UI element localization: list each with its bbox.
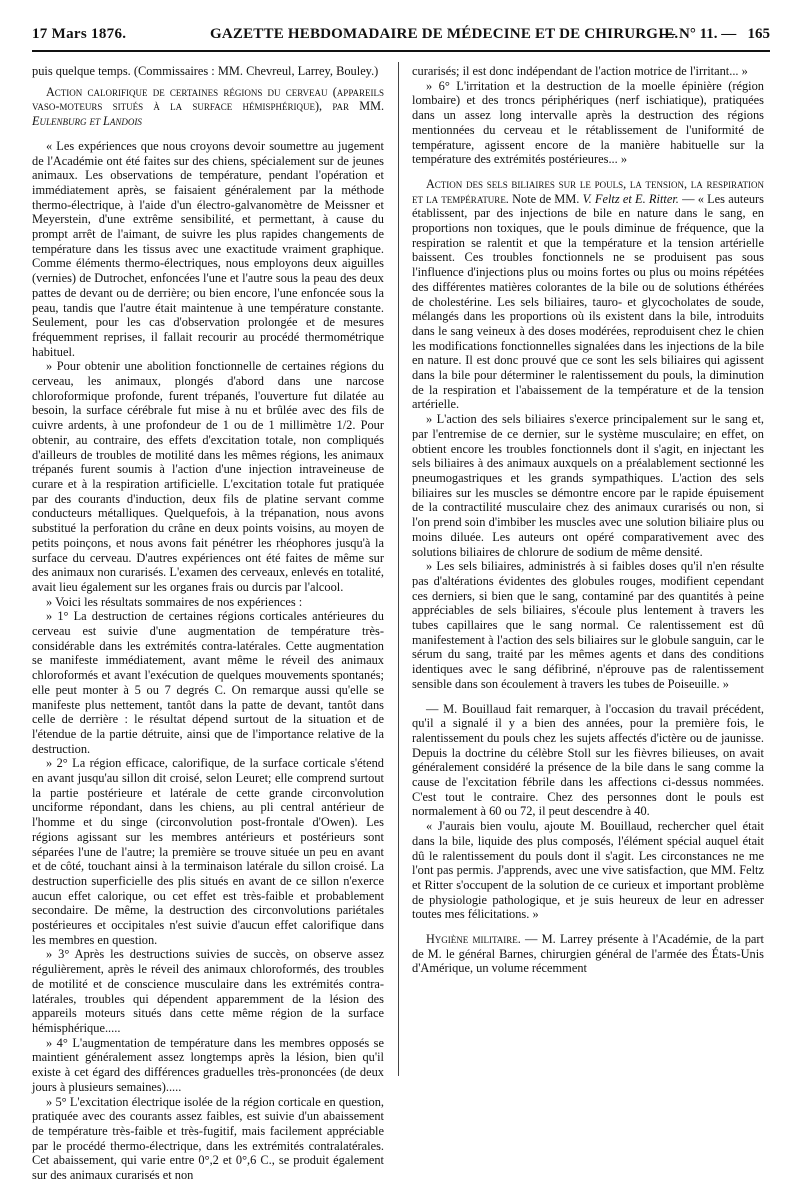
- section-title: [32, 85, 384, 129]
- paragraph: » 6° L'irritation et la destruction de la moelle épinière (région lombaire) et des troncs périphériques (nerf ischiatique), pratiquées dans un assez long intervalle après la destruction des régions mentionnées du cerveau et le rétablissement de l'uniformité de température, agissent encore de la manière habituelle sur la température des extrémités postérieures... »: [412, 78, 764, 167]
- section-paragraph: [412, 932, 764, 976]
- issue-number-and-page: [660, 26, 770, 43]
- paragraph: » 1° La destruction de certaines régions corticales antérieures du cerveau est suivie d'une augmentation de température très-considérable dans les extrémités contra-latérales. Cette augmentation se manifeste immédiatement, avant même le réveil des animaux chloroformés et avant l'exécution de quelques mouvements spontanés; elle peut monter à 5 ou 7 degrés C. On remarque aussi qu'elle se manifeste plus nettement, tantôt dans la patte de devant, tantôt dans celle de derrière : le résultat dépend surtout de la situation et de l'étendue de la partie détruite, ainsi que de l'importance relative de la destruction.: [32, 609, 384, 756]
- issue-date: 17 Mars 1876.: [32, 26, 127, 42]
- issue-number: — N° 11. —: [660, 26, 737, 42]
- spacer: [32, 129, 384, 139]
- paragraph: » 5° L'excitation électrique isolée de la région corticale en question, pratiquée avec des courants assez faibles, est suivie d'un abaissement de température très-faible et très-fugitif, mais facilement appréciable par le procédé thermo-électrique, dans les extrémités contralatérales. Cet abaissement, qui varie entre 0°,2 et 0°,6 C., se produit également sur des animaux curarisés et non: [32, 1094, 384, 1183]
- section-body: — M. Larrey présente à l'Académie, de la part de M. le général Barnes, chirurgien général de l'armée des États-Unis d'Amérique, un volume récemment: [412, 932, 764, 976]
- paragraph: » Voici les résultats sommaires de nos expériences :: [46, 594, 303, 609]
- section-title: Action des sels biliaires sur le pouls, la tension, la respiration et la température.: [412, 176, 764, 206]
- journal-title: GAZETTE HEBDOMADAIRE DE MÉDECINE ET DE CHIRURGIE.: [210, 26, 679, 42]
- column-divider: [398, 62, 399, 1076]
- section-paragraph: [412, 177, 764, 412]
- left-column: [32, 64, 384, 1183]
- right-column: [412, 64, 764, 976]
- paragraph: » 4° L'augmentation de température dans les membres opposés se maintient généralement assez longtemps après la lésion, bien qu'il existe à cet égard des différences graduelles très-prononcées (de deux jours à plusieurs semaines).....: [32, 1035, 384, 1094]
- spacer: [412, 922, 764, 932]
- page-header: [32, 8, 770, 52]
- section-note: Note de MM.: [512, 191, 580, 206]
- section-authors: V. Feltz et E. Ritter.: [582, 191, 679, 206]
- spacer: [412, 167, 764, 177]
- paragraph: » 2° La région efficace, calorifique, de la surface corticale s'étend en avant jusqu'au sillon dit croisé, selon Leuret; elle comprend surtout la partie postérieure et latérale de cette grande circonvolution unciforme répondant, dans les chiens, au pli central antérieur de l'homme et du singe (circonvolution post-frontale d'Owen). Les régions agissant sur les membres antérieurs et postérieurs sont séparées l'une de l'autre; la première se trouve située un peu en avant et de côté, touchant ainsi à la terminaison latérale du sillon croisé. La destruction superficielle des plis situés en avant de ce sillon n'exerce aucun effet calorique, ou cet effet est très-faible et probablement secondaire. De même, la destruction des circonvolutions pariétales postérieures et occipitales n'est suivie d'aucun effet calorifique dans les membres en question.: [32, 756, 384, 947]
- paragraph: » Pour obtenir une abolition fonctionnelle de certaines régions du cerveau, les animaux, plongés d'abord dans une narcose chloroformique profonde, furent trépanés, l'ouverture fut dilatée au besoin, la surface cérébrale fut mise à nu et brûlée avec des fils de cuivre ardents, à une profondeur de 1 ou de 1 millimètre 1/2. Pour obtenir, au contraire, des effets d'excitation totale, non compliqués d'ailleurs de troubles de motilité dans les mêmes régions, les animaux trépanés furent soumis à l'action d'une injection intraveineuse de curare et à la respiration artificielle. L'excitation totale fut pratiquée par des courants d'induction, deux fils de platine servant comme conducteurs métalliques. Quelquefois, à la trépanation, nous avons substitué la perforation du crâne en deux points voisins, au moyen de petits poinçons, et nous avons fait pénétrer les rhéophores jusqu'à la surface du cerveau. D'autres expériences ont été faites de même sur des animaux non curarisés. L'examen des cerveaux, enlevés en totalité, avait lieu également sur les organes frais ou durcis par l'alcool.: [32, 359, 384, 594]
- paragraph: » 3° Après les destructions suivies de succès, on observe assez régulièrement, après le réveil des animaux chloroformés, des troubles de motilité et de conscience musculaire dans les extrémités contra-latérales, troubles qui dépendent apparemment de la lésion des appareils moteurs situés dans cette même région de la surface hémisphérique.....: [32, 947, 384, 1035]
- paragraph: » L'action des sels biliaires s'exerce principalement sur le sang et, par l'entremise de ce dernier, sur le système musculaire; en effet, on obtient encore les troubles fonctionnels dont il s'agit, en injectant les sels biliaires à des animaux auxquels on a préalablement sectionné les pneumogastriques et les grands sympathiques. L'action des sels biliaires sur les muscles se démontre encore par le rapide épuisement de la contractilité musculaire chez des animaux curarisés ou non, si l'on prend soin d'imbiber les muscles avec une solution biliaire plus ou moins diluée. Les auteurs ont opéré comparativement avec des solutions biliaires de chlorure de sodium de même densité.: [412, 412, 764, 559]
- paragraph: puis quelque temps. (Commissaires : MM. Chevreul, Larrey, Bouley.): [32, 64, 379, 78]
- paragraph: « J'aurais bien voulu, ajoute M. Bouillaud, rechercher quel était dans la bile, liquide des plus composés, l'élément spécial auquel était dû le ralentissement du pouls dont il s'agit. Les circonstances ne me l'ont pas permis. J'apprends, avec une vive satisfaction, que MM. Feltz et Ritter s'occupent de la solution de ce curieux et important problème de physiologie pathologique, et je suis heureux de leur en adresser toutes mes félicitations. »: [412, 819, 764, 922]
- section-title-text: Action calorifique de certaines régions du cerveau (appareils vaso-moteurs situés à la surface hémisphérique), par MM.: [32, 84, 384, 114]
- paragraph: » Les sels biliaires, administrés à si faibles doses qu'il n'en résulte pas d'altérations évidentes des globules rouges, modifient cependant ces derniers, si bien que le sang, contaminé par des quantités à peine appréciables de sels biliaires, s'écoule plus lentement à travers les tubes capillaires que le sang normal. Ce ralentissement est dû manifestement à l'action des sels biliaires sur le globule sanguin, car le sérum du sang, traité par les mêmes agents et dans des conditions identiques avec le sang défibriné, n'éprouve pas de ralentissement sensible dans son écoulement à travers les tubes de Poiseuille. »: [412, 559, 764, 691]
- paragraph: « Les expériences que nous croyons devoir soumettre au jugement de l'Académie ont été faites sur des chiens, spécialement sur de jeunes animaux. Les observations de température, pendant l'opération et immédiatement après, se faisaient généralement par la méthode thermo-électrique, à l'aide d'un électro-galvanomètre de Meissner et Meyerstein, d'une extrême sensibilité, et permettant, à cause du prompt arrêt de l'aimant, de suivre les plus rapides changements de température dans les tissus avec une exactitude vraiment graphique. Comme éléments thermo-électriques, nous employons deux aiguilles (vernies) de Dutrochet, enfoncées l'une et l'autre sous la peau des deux pattes de devant ou de derrière; ou bien encore, l'une enfoncée sous la peau, tandis que l'autre était maintenue à une température constante. Seulement, pour les cas d'observation prolongée et de mesures fréquemment reprises, il fallait recourir au procédé thermométrique habituel.: [32, 138, 384, 359]
- paragraph: curarisés; il est donc indépendant de l'action motrice de l'irritant... »: [412, 64, 748, 78]
- section-body: — « Les auteurs établissent, par des injections de bile en nature dans le sang, en proportions non toxiques, que le pouls diminue de fréquence, que la respiration se ralentit et que la température et la tension artérielle baissent. Ces troubles fonctionnels ne se produisent pas sous l'influence d'injections plus ou moins fortes ou plus ou moins répétées des différentes matières colorantes de la bile ou de solutions éthérées de cholestérine. Les sels biliaires, tauro- et glycocholates de soude, mélangés dans les proportions où ils existent dans la bile, introduits dans le sang veineux à des doses modérées, reproduisent chez le chien les modifications fonctionnelles signalées dans les injections de la bile en nature. Il est donc prouvé que ce sont les sels biliaires qui agissent dans la bile pour déterminer le ralentissement du pouls, la diminution de la respiration et l'abaissement de la température et de la tension artérielle.: [412, 191, 764, 412]
- paragraph: — M. Bouillaud fait remarquer, à l'occasion du travail précédent, qu'il a signalé il y a bien des années, pour la première fois, le ralentissement du pouls chez les sujets affectés d'ictère ou de jaunisse. Depuis la doctrine du célèbre Stoll sur les fièvres bilieuses, on avait généralement considéré la présence de la bile dans le sang comme la cause de l'excitation fébrile dans les affections ci-dessus nommées. C'est tout le contraire. Chez des personnes dont le pouls est normalement à 60 ou 72, il peut descendre à 40.: [412, 701, 764, 819]
- section-authors: Eulenburg et Landois: [32, 114, 142, 129]
- section-title: Hygiène militaire.: [426, 932, 521, 947]
- page-number: 165: [747, 26, 770, 42]
- spacer: [412, 692, 764, 702]
